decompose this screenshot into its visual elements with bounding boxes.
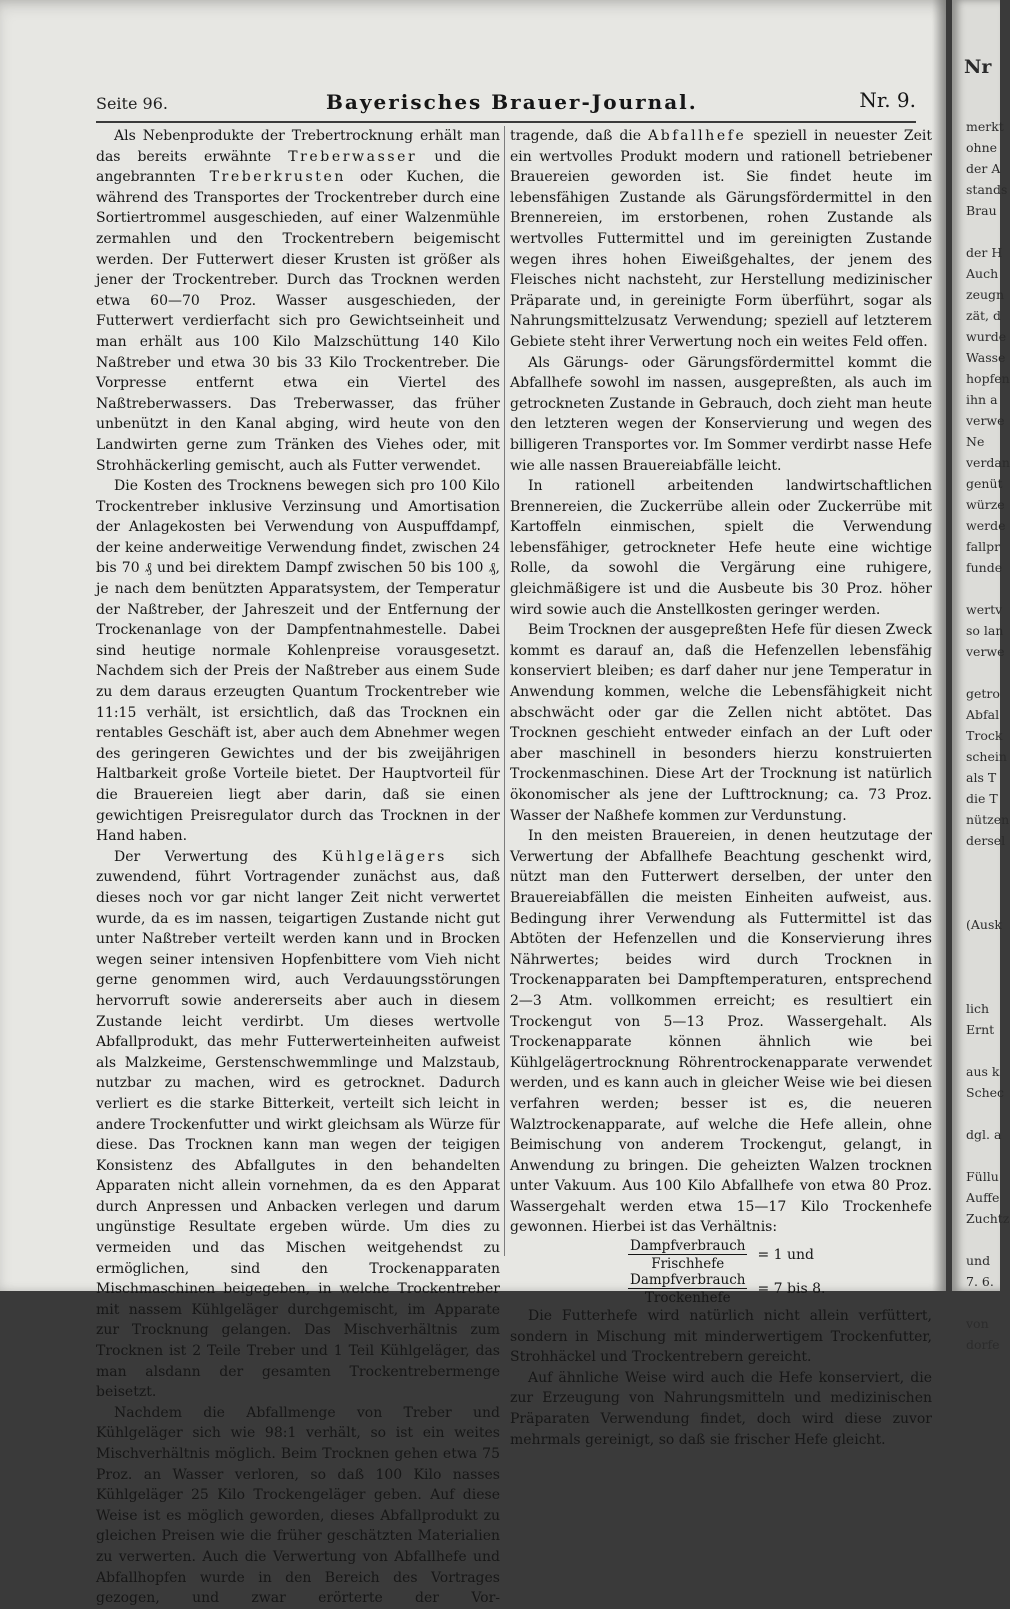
adjacent-page-edge (952, 0, 1010, 1352)
adjacent-text-fragment: Trock (966, 728, 1003, 743)
paragraph: Auf ähnliche Weise wird auch die Hefe konserviert, die zur Erzeugung von Nahrungsmitteln und medizinischen Präparaten Verwendung findet, doch wird diese zuvor mehrmals gereinigt, so daß sie frischer Hefe gleicht. (510, 1369, 932, 1448)
adjacent-text-fragment (966, 935, 1010, 956)
denominator: Frischhefe (651, 1256, 725, 1273)
numerator: Dampfverbrauch (630, 1272, 746, 1289)
right-column (510, 126, 932, 1450)
formula-value: = 7 bis 8. (757, 1280, 826, 1297)
header-rule (96, 121, 916, 123)
adjacent-text-fragment: Wasse (966, 350, 1006, 365)
adjacent-text-fragment: genüt (966, 476, 1003, 491)
adjacent-text-fragment: lich (966, 1001, 990, 1016)
text-run: oder Kuchen, die während des Transportes der Trockentreber durch eine Sortiertrommel ausgeschieden, auf einer Walzenmühle zermahlen und den Trockentrebern beigemischt werden. Der Futterwert dieser Krusten ist größer als jener der Trockentreber. Durch das Trocknen werden etwa 60—70 Proz. Wasser ausgeschieden, der Futterwert verdierfacht sich pro Gewichtseinheit und man erhält aus 100 Kilo Malzschüttung 140 Kilo Naßtreber und etwa 30 bis 33 Kilo Trockentreber. Die Vorpresse entfernt etwa ein Viertel des Naßtreberwassers. Das Treberwasser, das früher unbenützt in den Kanal abging, wird heute von den Landwirten gerne zum Tränken des Viehes oder, mit Strohhäckerling gemischt, auch als Futter verwendet. (96, 169, 500, 474)
text-run: sich zuwendend, führt Vortragender zunächst aus, daß dieses noch vor gar nicht langer Zeit nicht verwertet wurde, da es im nassen, teigartigen Zustande nicht gut unter Naßtreber verteilt werden kann und in Brocken wegen seiner intensiven Hopfenbittere vom Vieh nicht gerne genommen wird, auch Verdauungsstörungen hervorruft sowie andererseits aber auch in diesem Zustande leicht verdirbt. Um dieses wertvolle Abfallprodukt, das mehr Futterwerteinheiten aufweist als Malzkeime, Gerstenschwemmlinge und Malzstaub, nutzbar zu machen, wird es getrocknet. Dadurch verliert es die starke Bitterkeit, verteilt sich leicht in andere Trockenfutter und wirkt gleichsam als Würze für diese. Das Trocknen kann man wegen der teigigen Konsistenz des Abfallgutes in den behandelten Apparaten nicht allein vornehmen, da es den Apparat durch Anpressen und Anbacken verlegen und darum ungünstige Resultate ergeben würde. Um dies zu vermeiden und das Mischen weitgehendst zu ermöglichen, sind den Trockenapparaten Mischmaschinen beigegeben, in welche Trockentreber mit nassem Kühlgeläger durchgemischt, im Apparate zur Trocknung gelangen. Das Mischverhältnis zum Trocknen ist 2 Teile Treber und 1 Teil Kühlgeläger, das man alsdann der gesamten Trockentrebermenge beisetzt. (96, 848, 501, 1401)
adjacent-text-fragment: ihn a (966, 392, 998, 407)
paragraph: Nachdem die Abfallmenge von Treber und Kühlgeläger sich wie 98:1 verhält, so ist ein weites Mischverhältnis möglich. Beim Trocknen gehen etwa 75 Proz. an Wasser verloren, so daß 100 Kilo nasses Kühlgeläger 25 Kilo Trockengeläger geben. Auf diese Weise ist es möglich geworden, dieses Abfallprodukt zu gleichen Preisen wie die früher geschätzten Materialien zu verwerten. Auch die Verwertung von Abfallhefe und Abfallhopfen wurde in den Bereich des Vortrages gezogen, und zwar erörterte der Vor- (96, 1404, 500, 1607)
adjacent-text-fragment: (Ausk (966, 917, 1002, 932)
adjacent-text-fragment: dersel (966, 833, 1006, 848)
formula-trockenhefe (628, 1272, 932, 1306)
adjacent-text-fragment: wertv (966, 602, 1003, 617)
adjacent-text-fragment: getro (966, 686, 1000, 701)
adjacent-text-fragment: zät, d (966, 308, 1002, 323)
text-run: Als Nebenprodukte der Trebertrocknung erhält man das bereits erwähnte (96, 128, 500, 165)
adjacent-text-fragment: würze (966, 497, 1005, 512)
fraction (628, 1238, 747, 1272)
adjacent-text-fragment: Abfal (966, 707, 1000, 722)
adjacent-text-fragment: Ne (966, 434, 985, 449)
text-run: Der Verwertung des (114, 848, 298, 865)
numerator: Dampfverbrauch (630, 1238, 746, 1255)
adjacent-text-fragment (966, 221, 1010, 242)
issue-number: Nr. 9. (859, 88, 916, 112)
left-column (96, 126, 500, 1609)
adjacent-text-fragment (966, 1145, 1010, 1166)
adjacent-text-fragment: so lan (966, 623, 1004, 638)
adjacent-page-header: Nr (964, 56, 992, 78)
adjacent-text-fragment: von (966, 1316, 989, 1331)
formula-value: = 1 und (757, 1246, 815, 1263)
adjacent-text-fragment: funde (966, 560, 1003, 575)
text-run: speziell in neuester Zeit ein wertvolles Produkt modern und rationell betriebener Brauereien geworden ist. Sie findet heute im lebensfähigen Zustande als Gärungsfördermittel in den Brennereien, im erstorbenen, rohen Zustande als wertvolles Futtermittel und im gereinigten Zustande wegen ihres hohen Eiweißgehaltes, der jenem des Fleisches nicht nachsteht, zur Herstellung medizinischer Präparate und, in gereinigte Form überführt, sogar als Nahrungsmittelzusatz Verwendung; speziell auf letzterem Gebiete steht ihrer Verwertung noch ein weites Feld offen. (510, 128, 932, 350)
adjacent-text-fragment: hopfen (966, 371, 1010, 386)
adjacent-text-fragment: nützen (966, 812, 1010, 827)
paragraph: Beim Trocknen der ausgepreßten Hefe für diesen Zweck kommt es darauf an, daß die Hefenzellen lebensfähig konserviert bleiben; es darf daher nur jene Temperatur in Anwendung kommen, welche die Lebensfähigkeit nicht abschwächt oder gar die Zellen nicht abtötet. Das Trocknen geschieht entweder einfach an der Luft oder aber maschinell in besonders hierzu konstruierten Trockenmaschinen. Diese Art der Trocknung ist natürlich ökonomischer als jene der Lufttrocknung; ca. 73 Proz. Wasser der Naßhefe kommen zur Verdunstung. (510, 622, 932, 824)
adjacent-text-fragment: als T (966, 770, 997, 785)
adjacent-text-fragment (966, 872, 1010, 893)
column-divider (504, 126, 505, 1256)
adjacent-text-fragment (966, 1103, 1010, 1124)
adjacent-text-fragment (966, 1292, 1010, 1313)
adjacent-text-fragment: stands (966, 182, 1008, 197)
adjacent-text-fragment: werde (966, 518, 1006, 533)
page-number: Seite 96. (96, 94, 168, 113)
text-run: und die angebrannten (96, 148, 501, 186)
adjacent-text-fragment: die T (966, 791, 998, 806)
adjacent-text-fragment (966, 893, 1010, 914)
emphasis: Abfallhefe (648, 128, 747, 144)
adjacent-text-fragment (966, 1040, 1010, 1061)
adjacent-text-fragment: Auch (966, 266, 999, 281)
denominator: Trockenhefe (644, 1290, 731, 1307)
adjacent-text-fragment (966, 851, 1010, 872)
paragraph (96, 847, 500, 1403)
adjacent-text-fragment: verdan (966, 455, 1010, 470)
paragraph (510, 126, 932, 353)
adjacent-text-fragment (966, 956, 1010, 977)
page-header (96, 86, 916, 120)
adjacent-text-fragment (966, 977, 1010, 998)
paragraph: In den meisten Brauereien, in denen heutzutage der Verwertung der Abfallhefe Beachtung geschenkt wird, nützt man den Futterwert derselben, der unter den Brauereiabfällen die meisten Einheiten aufweist, aus. Bedingung ihrer Verwendung als Futtermittel ist das Abtöten der Hefenzellen und die Konservierung ihres Nährwertes; beides wird durch Trocknen in Trockenapparaten bei Dampftemperaturen, entsprechend 2—3 Atm. vollkommen erreicht; es resultiert ein Trockengut von 5—13 Proz. Wassergehalt. Als Trockenapparate können ähnlich wie bei Kühlgelägertrocknung Röhrentrockenapparate verwendet werden, und es kann auch in gleicher Weise wie bei diesen verfahren werden; besser ist es, die neueren Walztrockenapparate, auf welche die Hefe allein, ohne Beimischung von anderem Trockengut, gelangt, in Anwendung zu bringen. Die geheizten Walzen trocknen unter Vakuum. Aus 100 Kilo Abfallhefe von etwa 80 Proz. Wassergehalt werden etwa 15—17 Kilo Trockenhefe gewonnen. Hierbei ist das Verhältnis: (510, 828, 932, 1236)
adjacent-text-fragment: aus k (966, 1064, 1000, 1079)
adjacent-text-fragment: Füllu (966, 1169, 999, 1184)
formula-frischhefe (628, 1238, 932, 1272)
emphasis: Kühlgelägers (321, 848, 447, 865)
adjacent-text-fragment: und (966, 1253, 991, 1268)
adjacent-text-fragment: verwe (966, 413, 1005, 428)
paragraph: In rationell arbeitenden landwirtschaftlichen Brennereien, die Zuckerrübe allein oder Zuckerrübe mit Kartoffeln einmischen, spielt die Verwendung lebensfähiger, getrockneter Hefe heute eine wichtige Rolle, da sowohl die Vergärung eine ruhigere, gleichmäßigere ist und die Ausbeute bis 30 Proz. höher wird sowie auch die Anstellkosten geringer werden. (510, 478, 932, 618)
adjacent-text-fragment (966, 578, 1010, 599)
paragraph: Die Futterhefe wird natürlich nicht allein verfüttert, sondern in Mischung mit minderwertigem Trockenfutter, Strohhäckel und Trockentrebern gereicht. (510, 1308, 932, 1366)
adjacent-text-fragment: dgl. a (966, 1127, 1002, 1142)
paragraph: Als Gärungs- oder Gärungsfördermittel kommt die Abfallhefe sowohl im nassen, ausgepreßten, als auch im getrockneten Zustande in Gebrauch, doch zieht man heute den letzteren wegen der Konservierung und wegen des billigeren Transportes vor. Im Sommer verdirbt nasse Hefe wie alle nassen Brauereiabfälle leicht. (510, 354, 932, 474)
adjacent-text-fragment: schein (966, 749, 1007, 764)
adjacent-text-fragment: Auffe (966, 1190, 1000, 1205)
emphasis: Treberkrusten (209, 169, 346, 186)
adjacent-text-fragment: wurde (966, 329, 1007, 344)
adjacent-text-fragment: der H (966, 245, 1003, 260)
adjacent-page-fragments (966, 116, 1010, 1355)
adjacent-text-fragment: zeugn (966, 287, 1005, 302)
adjacent-text-fragment: ohne (966, 140, 998, 155)
adjacent-text-fragment: Zuchtz (966, 1211, 1010, 1226)
adjacent-text-fragment (966, 1229, 1010, 1250)
adjacent-text-fragment: verwe (966, 644, 1005, 659)
adjacent-text-fragment: Schec (966, 1085, 1005, 1100)
adjacent-text-fragment (966, 662, 1010, 683)
paragraph (96, 126, 500, 476)
adjacent-text-fragment: dorfe (966, 1337, 1000, 1352)
paragraph: Die Kosten des Trocknens bewegen sich pro 100 Kilo Trockentreber inklusive Verzinsung und Amortisation der Anlagekosten bei Verwendung von Auspuffdampf, der keine anderweitige Verwendung findet, zwischen 24 bis 70 ₰ und bei direktem Dampf zwischen 50 bis 100 ₰, je nach dem benützten Apparatsystem, der Temperatur der Naßtreber, der Jahreszeit und der Entfernung der Trockenanlage von der Dampfentnahmestelle. Dabei sind heutige normale Kohlenpreise vorausgesetzt. Nachdem sich der Preis der Naßtreber aus einem Sude zu dem daraus erzeugten Quantum Trockentreber wie 11:15 verhält, ist ersichtlich, daß das Trocknen ein rentables Geschäft ist, aber auch dem Abnehmer wegen des geringeren Gewichtes und der bis zweijährigen Haltbarkeit große Vorteile bietet. Der Hauptvorteil für die Brauereien liegt aber darin, daß sie einen gewichtigen Preisregulator durch das Trocknen in der Hand haben. (96, 478, 500, 845)
text-run: tragende, daß die (510, 128, 642, 144)
journal-title: Bayerisches Brauer-Journal. (326, 90, 698, 114)
adjacent-text-fragment: Brau (966, 203, 997, 218)
adjacent-text-fragment: Ernt (966, 1022, 995, 1037)
adjacent-text-fragment: der A (966, 161, 1001, 176)
adjacent-text-fragment: 7. 6. (966, 1274, 994, 1289)
emphasis: Treberwasser (288, 148, 418, 165)
adjacent-text-fragment: fallpr (966, 539, 1001, 554)
fraction (628, 1272, 747, 1306)
adjacent-text-fragment: merkt (966, 119, 1004, 134)
